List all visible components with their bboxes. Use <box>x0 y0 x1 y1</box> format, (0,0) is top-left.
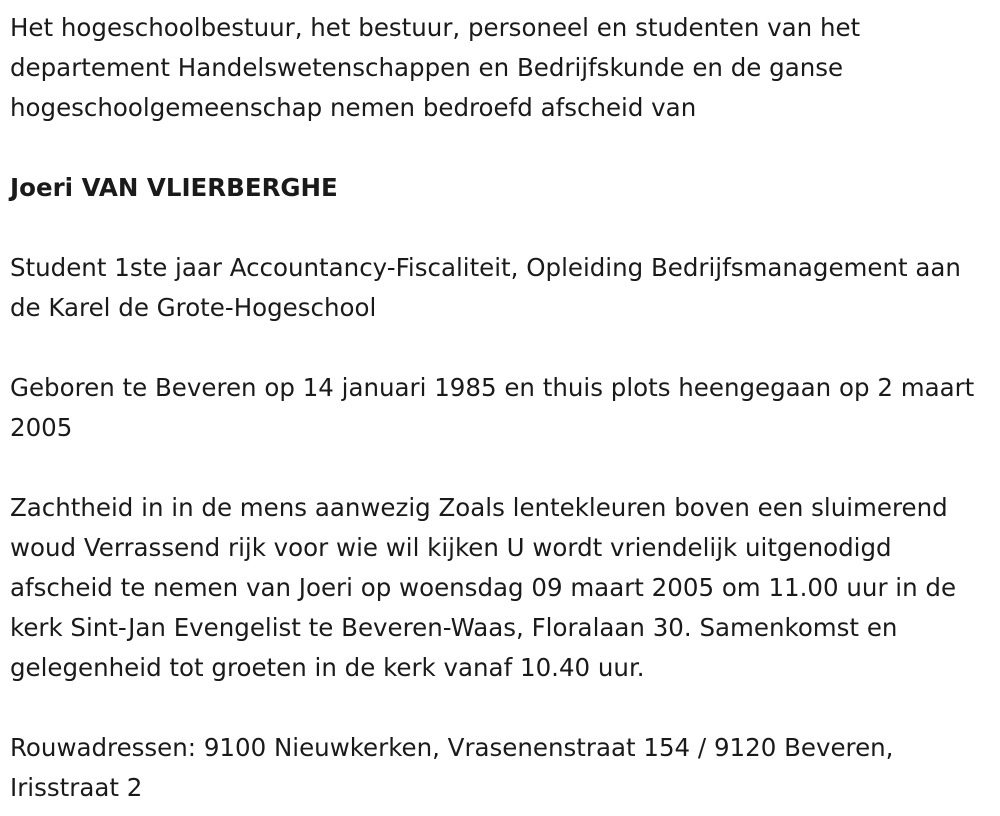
dates-paragraph: Geboren te Beveren op 14 januari 1985 en thuis plots heengegaan op 2 maart 2005 <box>10 373 975 442</box>
ceremony-paragraph: Zachtheid in in de mens aanwezig Zoals lentekleuren boven een sluimerend woud Verrassend rijk voor wie wil kijken U wordt vriendelijk uitgenodigd afscheid te nemen van Joeri op woensdag 09 maart 2005 om 11.00 uur in de kerk Sint-Jan Evengelist te Beveren-Waas, Floralaan 30. Samenkomst en gelegenheid tot groeten in de kerk vanaf 10.40 uur. <box>10 493 957 682</box>
study-paragraph: Student 1ste jaar Accountancy-Fiscaliteit, Opleiding Bedrijfsmanagement aan de Karel de Grote-Hogeschool <box>10 253 961 322</box>
intro-paragraph: Het hogeschoolbestuur, het bestuur, personeel en studenten van het departement Handelswetenschappen en Bedrijfskunde en de ganse hogeschoolgemeenschap nemen bedroefd afscheid van <box>10 13 861 122</box>
addresses-paragraph: Rouwadressen: 9100 Nieuwkerken, Vrasenenstraat 154 / 9120 Beveren, Irisstraat 2 <box>10 733 894 802</box>
deceased-name: Joeri VAN VLIERBERGHE <box>10 173 338 202</box>
